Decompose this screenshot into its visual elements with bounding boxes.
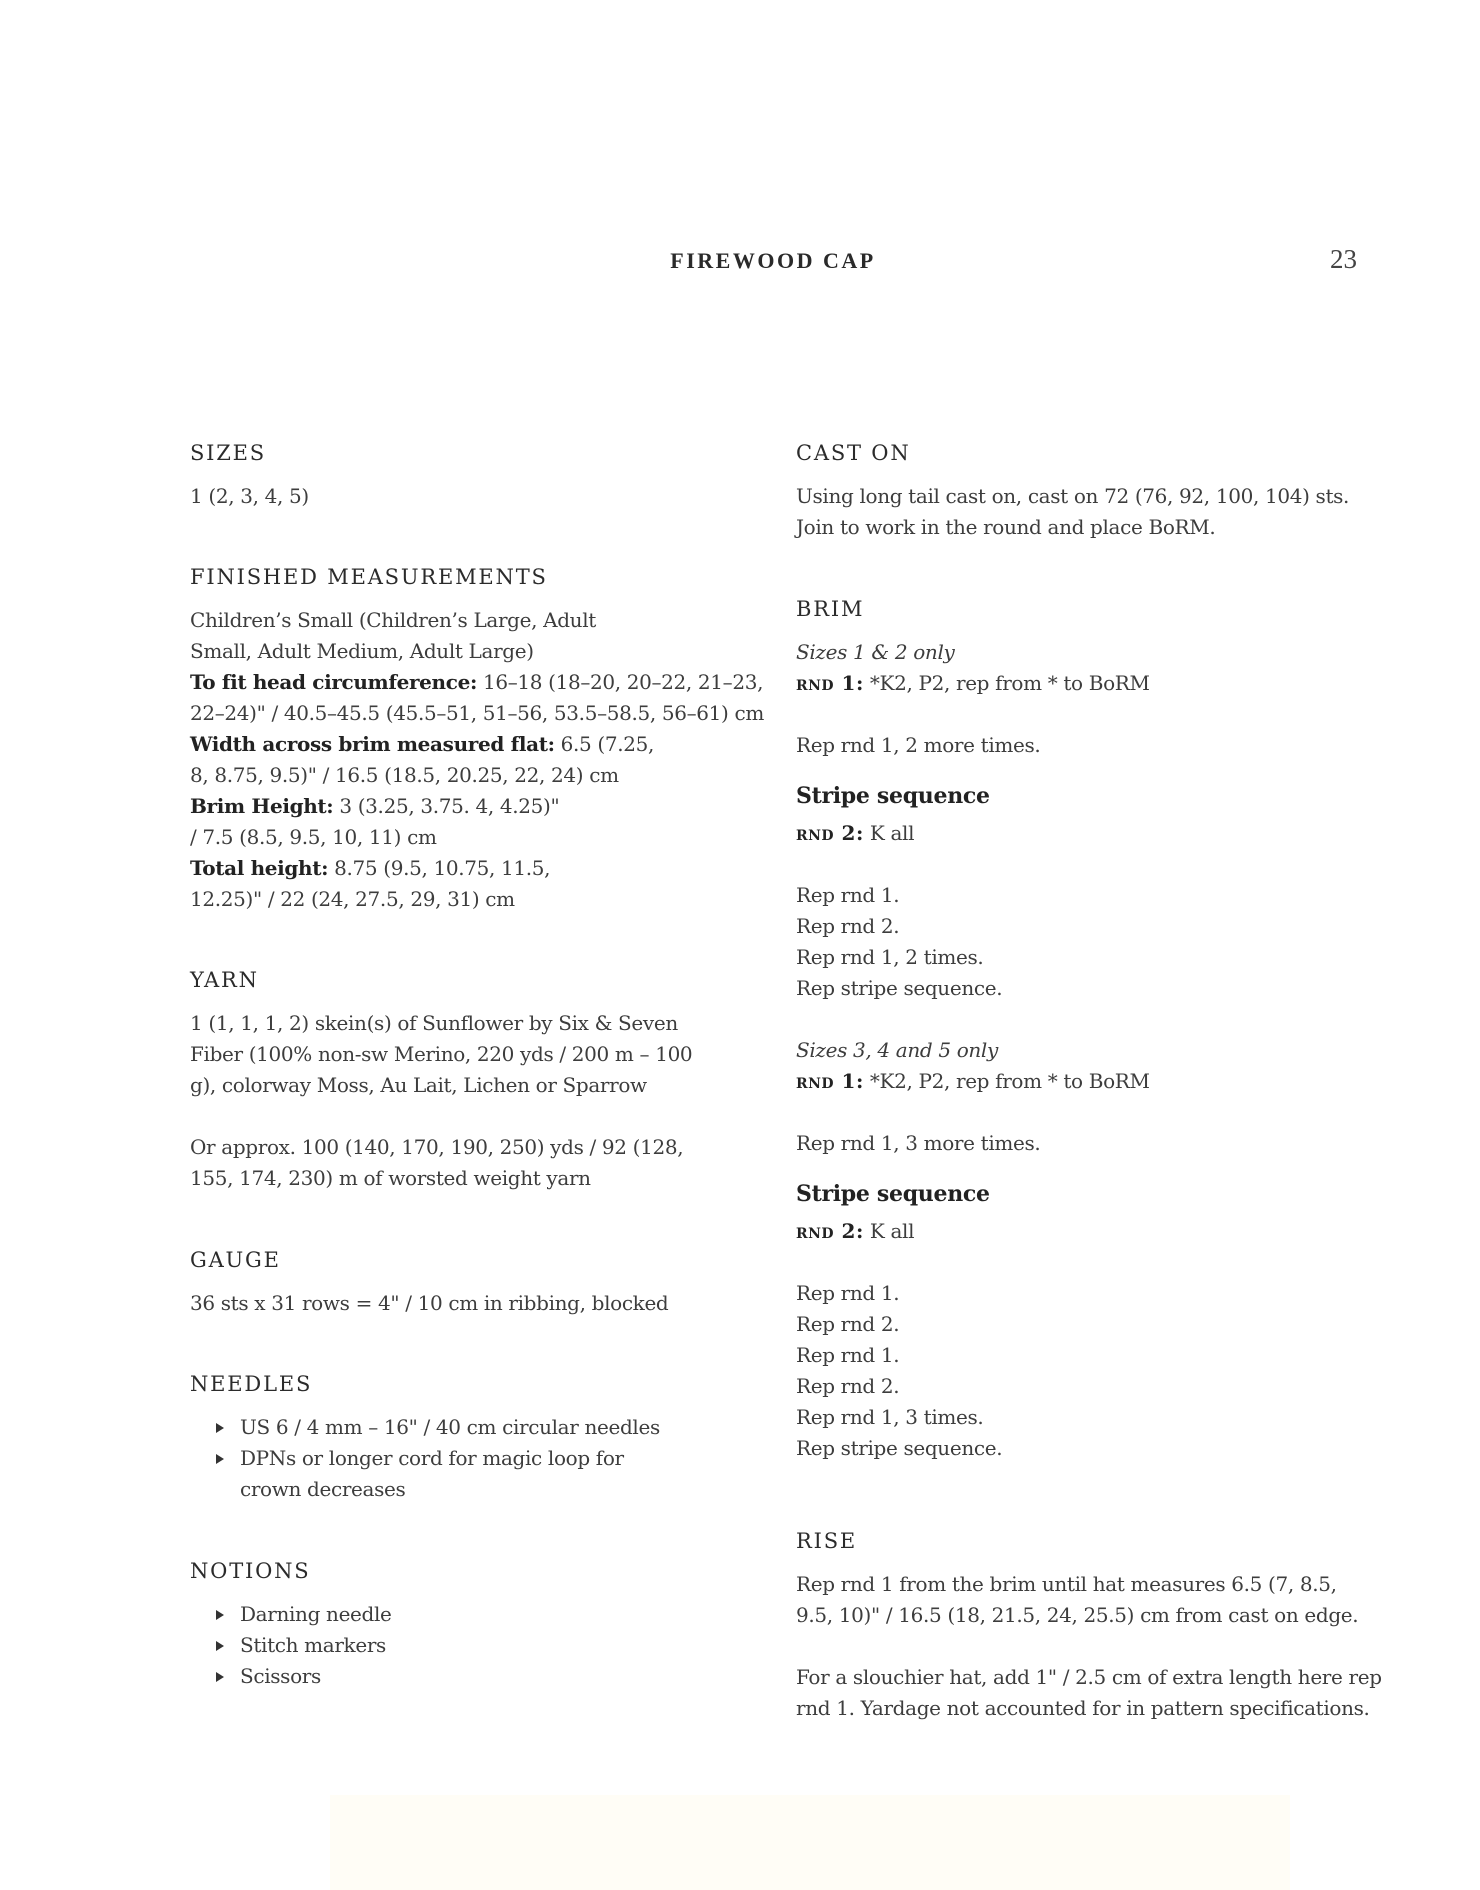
rep-instruction: Rep rnd 1, 3 more times. (796, 1131, 1041, 1155)
needles-list (190, 1412, 770, 1505)
rnd2-instruction: rnd 2: K all (796, 1219, 915, 1243)
head-circumference-value: 16–18 (18–20, 20–22, 21–23, (476, 670, 764, 694)
stripe-step: Rep rnd 1, 2 times. (796, 945, 984, 969)
yarn-heading: YARN (190, 968, 259, 992)
stripe-step: Rep rnd 1. (796, 1343, 900, 1367)
notions-heading: NOTIONS (190, 1559, 311, 1583)
brim-width-line (190, 729, 770, 760)
yarn-section (190, 968, 770, 1194)
total-height-line-2: 12.25)" / 22 (24, 27.5, 29, 31) cm (190, 887, 515, 911)
list-item: Darning needle (216, 1599, 770, 1630)
rnd1-label: rnd 1: (796, 671, 864, 695)
sizes-1-2-note: Sizes 1 & 2 only (796, 640, 955, 664)
needles-heading: NEEDLES (190, 1372, 313, 1396)
total-height-line (190, 853, 770, 884)
sizes-section (190, 441, 770, 512)
notions-list (190, 1599, 770, 1692)
sizes-3-4-5-note: Sizes 3, 4 and 5 only (796, 1038, 998, 1062)
list-item: US 6 / 4 mm – 16" / 40 cm circular needles (216, 1412, 770, 1443)
stripe-step: Rep rnd 2. (796, 1312, 900, 1336)
stripe-step: Rep rnd 1. (796, 1281, 900, 1305)
finished-measurements-section (190, 565, 770, 915)
yarn-line: 1 (1, 1, 1, 2) skein(s) of Sunflower by Six & Seven (190, 1011, 678, 1035)
list-item: Scissors (216, 1661, 770, 1692)
rnd2-label: rnd 2: (796, 1219, 864, 1243)
rise-note-line: For a slouchier hat, add 1" / 2.5 cm of extra length here rep (796, 1665, 1382, 1689)
head-circumference-label: To fit head circumference: (190, 670, 477, 694)
rise-line: Rep rnd 1 from the brim until hat measures 6.5 (7, 8.5, (796, 1572, 1337, 1596)
brim-height-line-2: / 7.5 (8.5, 9.5, 10, 11) cm (190, 825, 437, 849)
sizes-heading: SIZES (190, 441, 266, 465)
rnd2-label: rnd 2: (796, 821, 864, 845)
list-item: DPNs or longer cord for magic loop for (216, 1443, 770, 1474)
rnd1-instruction: rnd 1: *K2, P2, rep from * to BoRM (796, 671, 1150, 695)
brim-width-line-2: 8, 8.75, 9.5)" / 16.5 (18.5, 20.25, 22, 24) cm (190, 763, 619, 787)
stripe-step: Rep stripe sequence. (796, 976, 1003, 1000)
yarn-line: Fiber (100% non-sw Merino, 220 yds / 200 m – 100 (190, 1042, 693, 1066)
sizes-text: 1 (2, 3, 4, 5) (190, 484, 309, 508)
list-item-continuation: crown decreases (240, 1477, 406, 1501)
brim-height-line (190, 791, 770, 822)
brim-section (796, 597, 1386, 1464)
bullet-triangle-icon (216, 1672, 224, 1682)
stripe-step: Rep rnd 1. (796, 883, 900, 907)
stripe-step: Rep stripe sequence. (796, 1436, 1003, 1460)
needles-section (190, 1372, 770, 1505)
running-title: FIREWOOD CAP (670, 248, 876, 273)
stripe-sequence-heading: Stripe sequence (796, 783, 990, 809)
rnd1-label: rnd 1: (796, 1069, 864, 1093)
stripe-sequence-heading: Stripe sequence (796, 1181, 990, 1207)
notions-section (190, 1559, 770, 1692)
stripe-step: Rep rnd 2. (796, 914, 900, 938)
yarn-alt-line: 155, 174, 230) m of worsted weight yarn (190, 1166, 591, 1190)
gauge-section (190, 1248, 770, 1319)
cast-on-section (796, 441, 1386, 543)
brim-width-label: Width across brim measured flat: (190, 732, 555, 756)
rnd2-instruction: rnd 2: K all (796, 821, 915, 845)
cast-on-heading: CAST ON (796, 441, 911, 465)
bullet-triangle-icon (216, 1610, 224, 1620)
gauge-heading: GAUGE (190, 1248, 281, 1272)
total-height-value: 8.75 (9.5, 10.75, 11.5, (328, 856, 551, 880)
stripe-step: Rep rnd 2. (796, 1374, 900, 1398)
bullet-triangle-icon (216, 1423, 224, 1433)
finished-intro-line: Small, Adult Medium, Adult Large) (190, 639, 534, 663)
rise-heading: RISE (796, 1529, 858, 1553)
list-item: Stitch markers (216, 1630, 770, 1661)
yarn-alt-line: Or approx. 100 (140, 170, 190, 250) yds / 92 (128, (190, 1135, 684, 1159)
page-number: 23 (1330, 244, 1357, 274)
rnd1-instruction: rnd 1: *K2, P2, rep from * to BoRM (796, 1069, 1150, 1093)
footer-panel (330, 1795, 1290, 1890)
brim-height-value: 3 (3.25, 3.75. 4, 4.25)" (333, 794, 560, 818)
total-height-label: Total height: (190, 856, 329, 880)
finished-intro-line: Children’s Small (Children’s Large, Adult (190, 608, 596, 632)
brim-height-label: Brim Height: (190, 794, 334, 818)
stripe-step: Rep rnd 1, 3 times. (796, 1405, 984, 1429)
rise-section (796, 1529, 1386, 1724)
rep-instruction: Rep rnd 1, 2 more times. (796, 733, 1041, 757)
rise-line: 9.5, 10)" / 16.5 (18, 21.5, 24, 25.5) cm from cast on edge. (796, 1603, 1359, 1627)
cast-on-line: Using long tail cast on, cast on 72 (76, 92, 100, 104) sts. (796, 484, 1350, 508)
head-circumference-line (190, 667, 770, 698)
cast-on-line: Join to work in the round and place BoRM. (796, 515, 1216, 539)
finished-measurements-heading: FINISHED MEASUREMENTS (190, 565, 548, 589)
rise-note-line: rnd 1. Yardage not accounted for in pattern specifications. (796, 1696, 1370, 1720)
bullet-triangle-icon (216, 1454, 224, 1464)
bullet-triangle-icon (216, 1641, 224, 1651)
head-circumference-line-2: 22–24)" / 40.5–45.5 (45.5–51, 51–56, 53.5–58.5, 56–61) cm (190, 701, 764, 725)
gauge-text: 36 sts x 31 rows = 4" / 10 cm in ribbing, blocked (190, 1291, 669, 1315)
brim-heading: BRIM (796, 597, 865, 621)
brim-width-value: 6.5 (7.25, (554, 732, 654, 756)
yarn-line: g), colorway Moss, Au Lait, Lichen or Sparrow (190, 1073, 647, 1097)
